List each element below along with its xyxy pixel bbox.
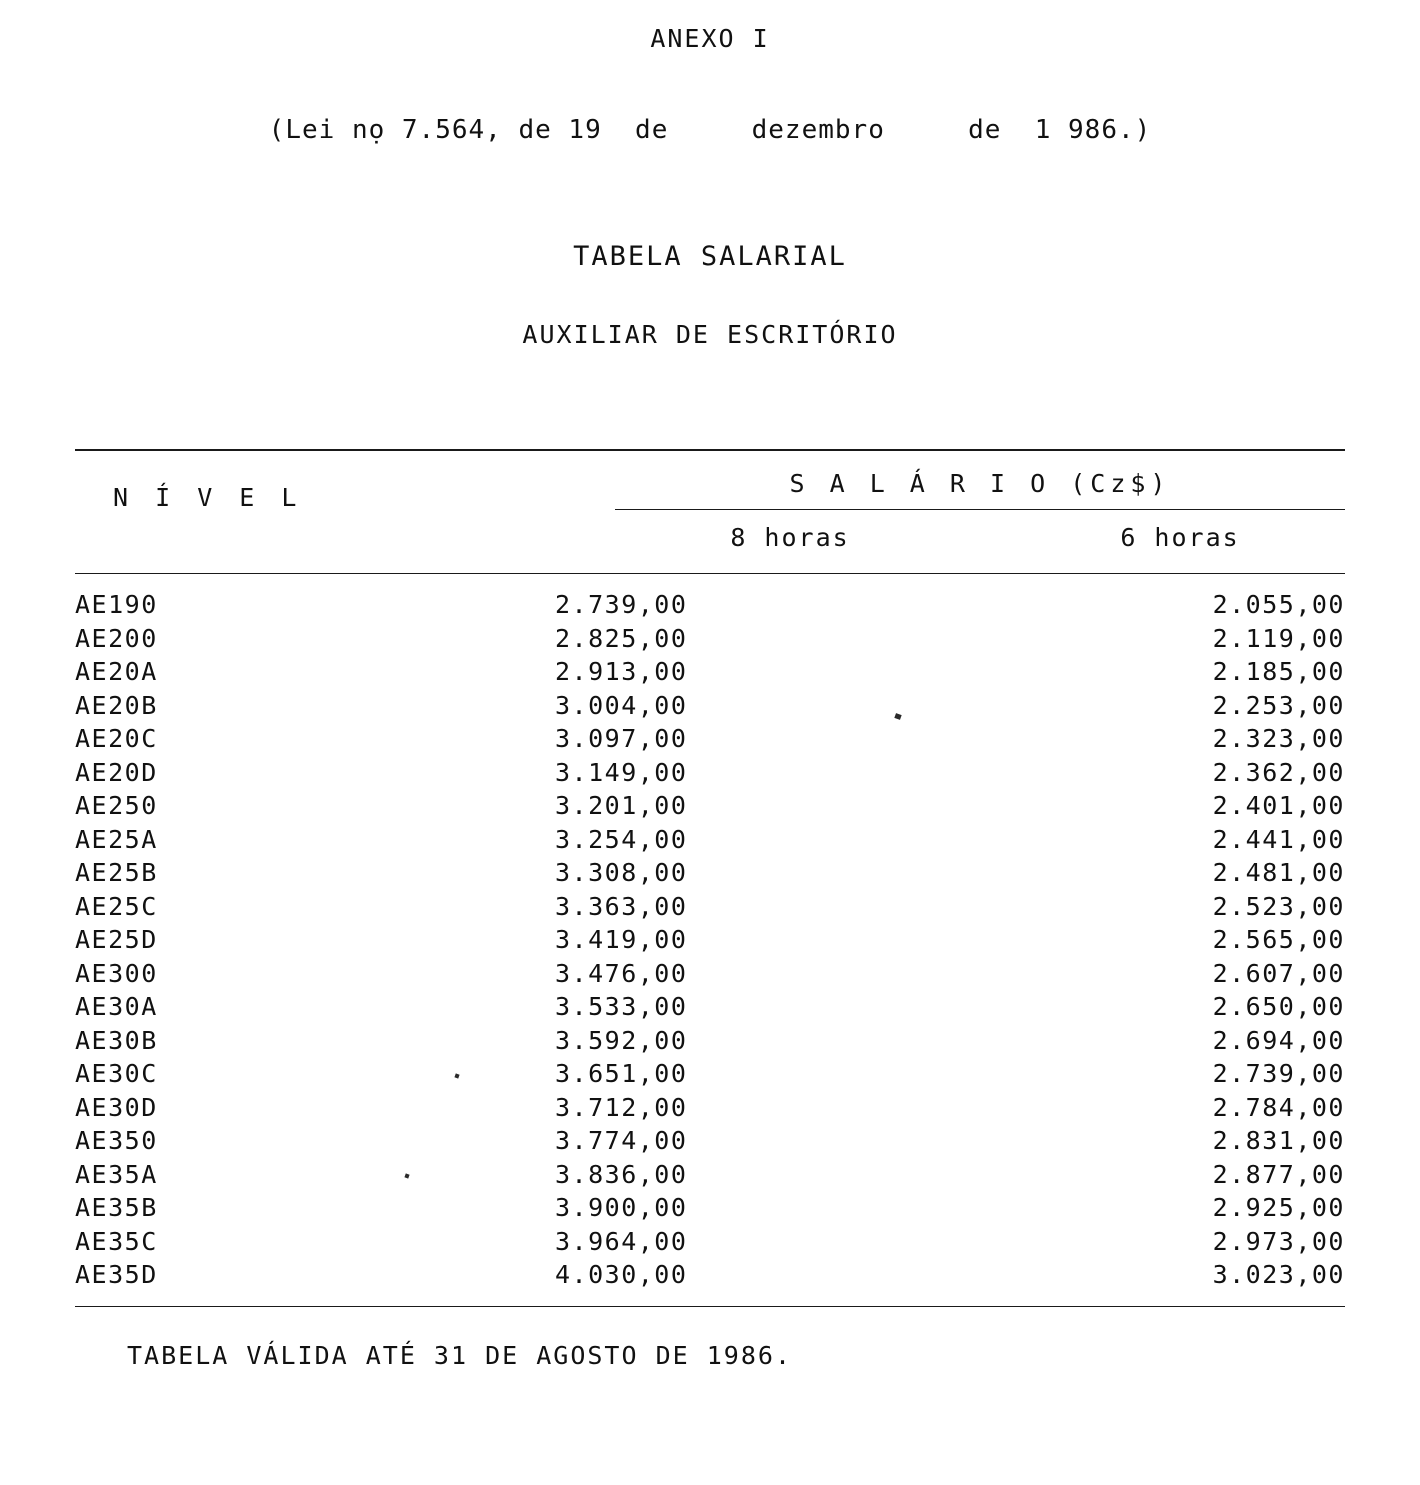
cell-level: AE35D	[75, 1260, 158, 1289]
cell-salary-6h: 2.441,00	[1212, 824, 1345, 854]
cell-level: AE30A	[75, 992, 158, 1021]
cell-level: AE20A	[75, 657, 158, 686]
cell-salary-8h: 2.825,00	[555, 623, 688, 653]
cell-level: AE30D	[75, 1092, 158, 1122]
cell-salary-8h: 3.964,00	[555, 1226, 688, 1256]
cell-level: AE35C	[75, 1226, 158, 1256]
salary-table	[75, 449, 1345, 1370]
cell-salary-8h: 3.836,00	[555, 1159, 688, 1189]
cell-salary-8h: 3.308,00	[555, 858, 688, 887]
cell-salary-6h: 2.739,00	[1212, 1059, 1345, 1088]
cell-salary-6h: 2.565,00	[1212, 925, 1345, 954]
cell-salary-8h: 3.774,00	[555, 1126, 688, 1155]
cell-salary-6h: 2.481,00	[1212, 858, 1345, 887]
cell-salary-6h: 2.523,00	[1212, 891, 1345, 921]
cell-level: AE350	[75, 1126, 158, 1155]
cell-level: AE190	[75, 590, 158, 619]
cell-salary-6h: 2.185,00	[1212, 657, 1345, 686]
cell-salary-8h: 2.913,00	[555, 657, 688, 686]
cell-level: AE300	[75, 958, 158, 988]
table-row	[75, 1191, 1345, 1225]
cell-salary-8h: 3.149,00	[555, 757, 688, 787]
column-header-level: N Í V E L	[113, 483, 303, 512]
cell-level: AE30B	[75, 1025, 158, 1055]
cell-salary-8h: 3.097,00	[555, 724, 688, 753]
table-row	[75, 689, 1345, 723]
table-row	[75, 1158, 1345, 1192]
table-row	[75, 1124, 1345, 1158]
cell-salary-6h: 2.253,00	[1212, 690, 1345, 720]
cell-salary-8h: 3.476,00	[555, 958, 688, 988]
position-title: AUXILIAR DE ESCRITÓRIO	[522, 320, 898, 349]
cell-level: AE35B	[75, 1193, 158, 1222]
salary-header-rule	[615, 509, 1345, 510]
cell-salary-8h: 3.900,00	[555, 1193, 688, 1222]
cell-level: AE35A	[75, 1159, 158, 1189]
table-header-rule	[75, 573, 1345, 574]
cell-salary-8h: 3.651,00	[555, 1059, 688, 1088]
cell-salary-6h: 2.831,00	[1212, 1126, 1345, 1155]
cell-salary-8h: 3.419,00	[555, 925, 688, 954]
cell-salary-8h: 3.004,00	[555, 690, 688, 720]
table-row	[75, 990, 1345, 1024]
cell-salary-8h: 3.533,00	[555, 992, 688, 1021]
validity-note: TABELA VÁLIDA ATÉ 31 DE AGOSTO DE 1986.	[127, 1340, 792, 1370]
document-page	[0, 24, 1420, 1485]
table-row	[75, 655, 1345, 689]
cell-salary-6h: 2.925,00	[1212, 1193, 1345, 1222]
table-row	[75, 756, 1345, 790]
page-title: ANEXO I	[650, 24, 770, 53]
table-row	[75, 1091, 1345, 1125]
table-row	[75, 957, 1345, 991]
cell-salary-8h: 3.592,00	[555, 1025, 688, 1055]
table-row	[75, 1258, 1345, 1292]
cell-salary-6h: 2.694,00	[1212, 1025, 1345, 1055]
table-row	[75, 823, 1345, 857]
cell-level: AE250	[75, 791, 158, 820]
table-row	[75, 622, 1345, 656]
cell-salary-8h: 3.201,00	[555, 791, 688, 820]
cell-level: AE25D	[75, 925, 158, 954]
column-header-8h: 8 horas	[730, 523, 850, 552]
table-row	[75, 789, 1345, 823]
cell-level: AE200	[75, 623, 158, 653]
cell-salary-6h: 2.877,00	[1212, 1159, 1345, 1189]
cell-salary-6h: 2.055,00	[1212, 590, 1345, 619]
cell-level: AE30C	[75, 1059, 158, 1088]
cell-salary-8h: 3.712,00	[555, 1092, 688, 1122]
table-body	[75, 588, 1345, 1292]
cell-salary-6h: 3.023,00	[1212, 1260, 1345, 1289]
cell-salary-6h: 2.784,00	[1212, 1092, 1345, 1122]
table-row	[75, 890, 1345, 924]
cell-level: AE20D	[75, 757, 158, 787]
cell-salary-6h: 2.119,00	[1212, 623, 1345, 653]
cell-level: AE25B	[75, 858, 158, 887]
cell-salary-6h: 2.362,00	[1212, 757, 1345, 787]
table-bottom-rule	[75, 1306, 1345, 1307]
column-header-6h: 6 horas	[1120, 523, 1240, 552]
cell-salary-6h: 2.650,00	[1212, 992, 1345, 1021]
table-row	[75, 1057, 1345, 1091]
cell-salary-6h: 2.973,00	[1212, 1226, 1345, 1256]
table-header	[75, 451, 1345, 573]
cell-salary-8h: 3.363,00	[555, 891, 688, 921]
cell-level: AE25A	[75, 824, 158, 854]
cell-salary-6h: 2.607,00	[1212, 958, 1345, 988]
cell-salary-6h: 2.401,00	[1212, 791, 1345, 820]
table-row	[75, 923, 1345, 957]
table-title: TABELA SALARIAL	[573, 241, 847, 272]
cell-salary-6h: 2.323,00	[1212, 724, 1345, 753]
column-header-salary: S A L Á R I O (Cz$)	[789, 469, 1171, 498]
cell-salary-8h: 2.739,00	[555, 590, 688, 619]
cell-salary-8h: 4.030,00	[555, 1260, 688, 1289]
cell-level: AE20C	[75, 724, 158, 753]
cell-level: AE20B	[75, 690, 158, 720]
cell-level: AE25C	[75, 891, 158, 921]
table-row	[75, 1024, 1345, 1058]
table-row	[75, 722, 1345, 756]
law-reference: (Lei nọ 7.564, de 19 de dezembro de 1 986.)	[268, 115, 1152, 145]
table-row	[75, 588, 1345, 622]
cell-salary-8h: 3.254,00	[555, 824, 688, 854]
table-row	[75, 856, 1345, 890]
table-row	[75, 1225, 1345, 1259]
